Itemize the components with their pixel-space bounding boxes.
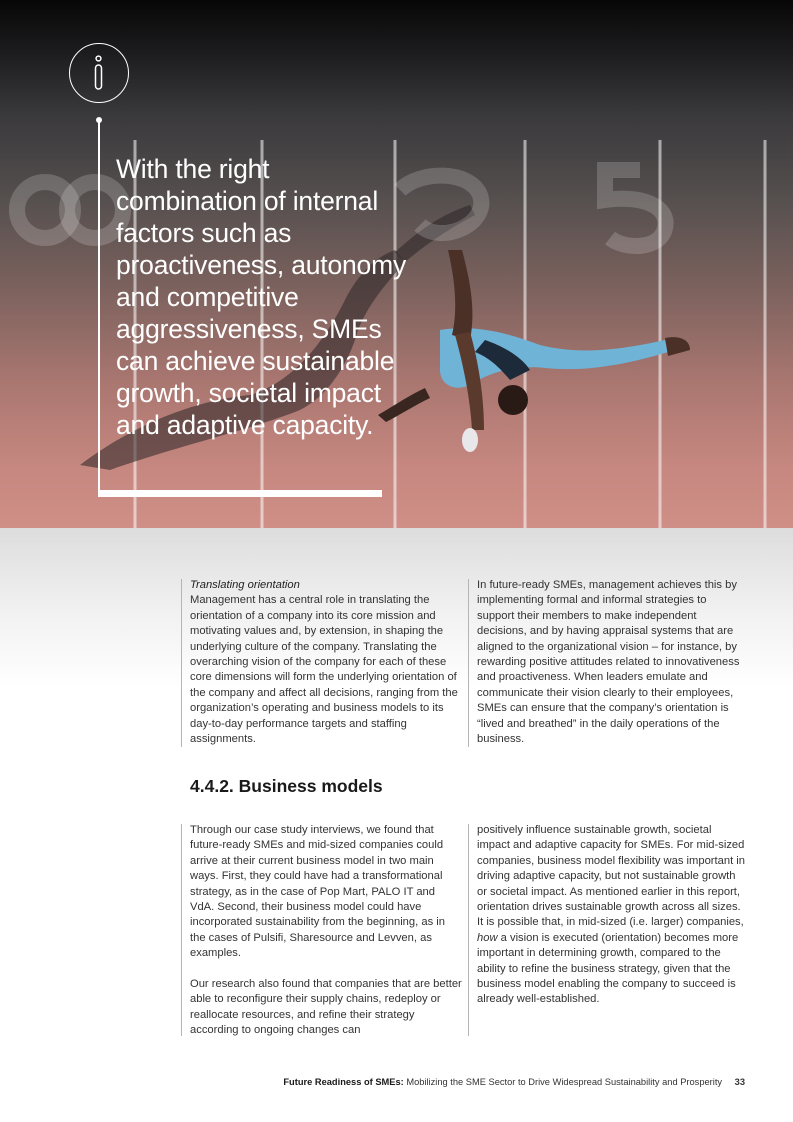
business-models-right-column — [477, 823, 745, 1008]
column-divider-bottom — [181, 824, 182, 1036]
hero-banner — [0, 0, 793, 528]
body-paragraph: Through our case study interviews, we found that future-ready SMEs and mid-sized companies could arrive at their current business model in two main ways. First, they could have had a transformational strategy, as in the case of Pop Mart, PALO IT and VdA. Second, their business model could have incorporated sustainability from the beginning, as in the cases of Pulsifi, Sharesource and Levven, as examples. — [190, 824, 445, 960]
athlete-leg — [448, 250, 472, 340]
pull-quote: With the right combination of internal factors such as proactiveness, autonomy and competitive aggressiveness, SMEs can achieve sustainable growth, societal impact and adaptive capacity. — [116, 154, 407, 440]
footer-title-bold: Future Readiness of SMEs: — [283, 1077, 404, 1087]
translating-orientation-column — [190, 578, 462, 747]
column-divider-bottom-right — [468, 824, 469, 1036]
body-paragraph: positively influence sustainable growth, societal impact and adaptive capacity for SMEs. For mid-sized companies, business model flexibility was important in driving adaptive capacity, but not sustainable growth or societal impact. As mentioned earlier in this report, orientation drives sustainable growth across all sizes. It is possible that, in mid-sized (i.e. larger) companies, how a vision is executed (orientation) becomes more important in determining growth, compared to the ability to refine the business strategy, given that the business model enabling the company to succeed is already well-established. — [477, 824, 745, 1006]
body-paragraph: Our research also found that companies that are better able to reconfigure their supply chains, redeploy or reallocate resources, and refine their strategy according to ongoing changes can — [190, 978, 462, 1037]
quote-underline-bar — [98, 490, 382, 497]
column-divider-top-right — [468, 579, 469, 747]
info-icon — [69, 43, 129, 103]
column-divider-top — [181, 579, 182, 747]
page-number: 33 — [734, 1077, 745, 1087]
athlete-head — [498, 385, 528, 415]
quote-vertical-rule — [98, 121, 100, 497]
subsection-title: Translating orientation — [190, 579, 300, 591]
body-paragraph: Management has a central role in translating the orientation of a company into its core mission and motivating values and, by extension, in shaping the underlying culture of the company. Translating the overarching vision of the company for each of these core dimensions will form the underlying orientation of the company and affect all decisions, ranging from the organization’s operating and business models to its day-to-day performance targets and staffing assignments. — [190, 594, 458, 746]
footer-title: Mobilizing the SME Sector to Drive Widespread Sustainability and Prosperity — [406, 1077, 723, 1087]
body-paragraph: In future-ready SMEs, management achieves this by implementing formal and informal strategies to support their members to make independent decisions, and by having appraisal systems that are aligned to the organizational vision – for instance, by rewarding positive attitudes related to innovativeness and proactiveness. When leaders emulate and communicate their vision clearly to their employees, SMEs can ensure that the company’s orientation is “lived and breathed” in the daily operations of the business. — [477, 579, 740, 746]
section-heading: 4.4.2. Business models — [190, 776, 383, 796]
management-column — [477, 578, 745, 747]
page-footer — [283, 1077, 745, 1087]
emphasis-how: how — [477, 931, 498, 944]
business-models-left-column — [190, 823, 462, 1039]
